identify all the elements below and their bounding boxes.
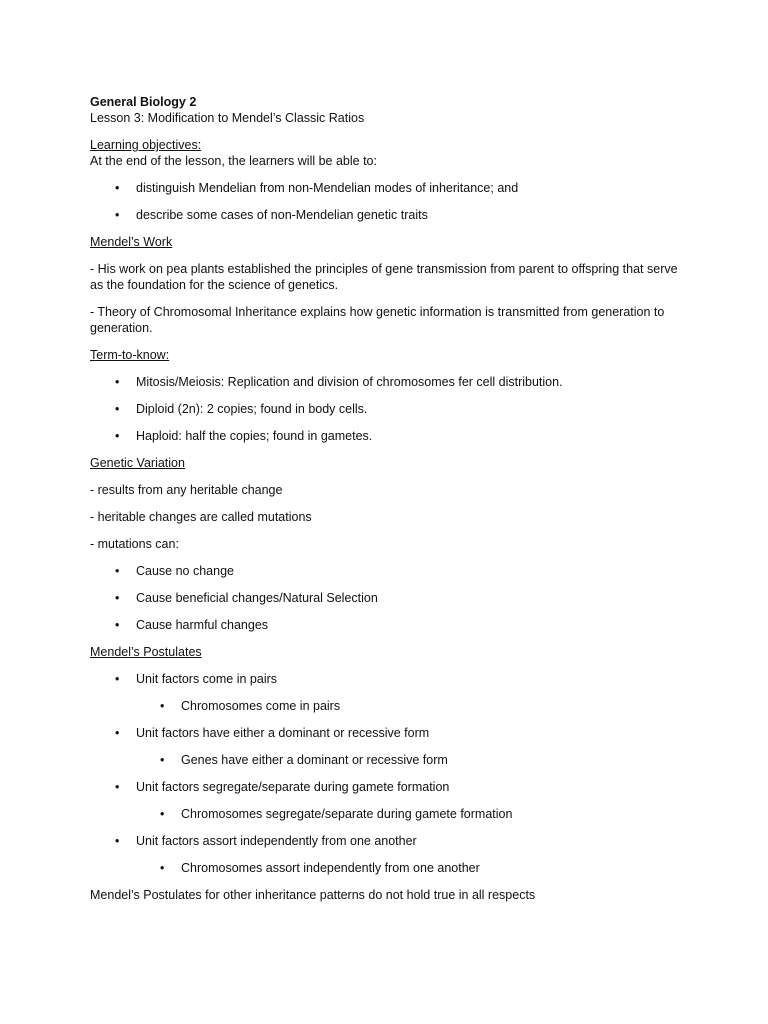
list-item: • Unit factors assort independently from one another: [115, 834, 417, 848]
document-title: General Biology 2: [90, 95, 197, 109]
bullet-icon: •: [160, 699, 165, 713]
bullet-icon: •: [115, 564, 120, 578]
paragraph: - heritable changes are called mutations: [90, 510, 312, 524]
lesson-title: Lesson 3: Modification to Mendel’s Classic Ratios: [90, 111, 365, 125]
bullet-icon: •: [115, 181, 120, 195]
postulates-list: [90, 671, 690, 876]
mutations-list: [90, 563, 690, 633]
bullet-icon: •: [115, 618, 120, 632]
bullet-icon: •: [160, 753, 165, 767]
bullet-icon: •: [160, 807, 165, 821]
sub-list-item: • Chromosomes come in pairs: [160, 699, 341, 713]
list-item: • Cause no change: [115, 564, 234, 578]
document-body: [90, 94, 690, 914]
closing-statement: Mendel’s Postulates for other inheritance patterns do not hold true in all respects: [90, 888, 536, 902]
sub-list-item: • Chromosomes assort independently from one another: [160, 861, 480, 875]
paragraph: - results from any heritable change: [90, 483, 283, 497]
list-item: • Mitosis/Meiosis: Replication and division of chromosomes fer cell distribution.: [115, 375, 563, 389]
list-item: • Haploid: half the copies; found in gametes.: [115, 429, 373, 443]
bullet-icon: •: [115, 780, 120, 794]
paragraph: - mutations can:: [90, 537, 179, 551]
bullet-icon: •: [160, 861, 165, 875]
bullet-icon: •: [115, 429, 120, 443]
objectives-list: [90, 180, 690, 223]
bullet-icon: •: [115, 726, 120, 740]
list-item: • Unit factors come in pairs: [115, 672, 278, 686]
mendels-work-heading: Mendel’s Work: [90, 235, 173, 249]
paragraph: - Theory of Chromosomal Inheritance explains how genetic information is transmitted from generation to generation.: [90, 305, 665, 335]
list-item: • Diploid (2n): 2 copies; found in body cells.: [115, 402, 368, 416]
list-item: • describe some cases of non-Mendelian genetic traits: [115, 208, 428, 222]
list-item: • Cause beneficial changes/Natural Selection: [115, 591, 378, 605]
bullet-icon: •: [115, 672, 120, 686]
list-item: • distinguish Mendelian from non-Mendelian modes of inheritance; and: [115, 181, 519, 195]
terms-heading: Term-to-know:: [90, 348, 170, 362]
bullet-icon: •: [115, 402, 120, 416]
list-item: • Unit factors have either a dominant or recessive form: [115, 726, 430, 740]
list-item: • Cause harmful changes: [115, 618, 269, 632]
postulates-heading: Mendel’s Postulates: [90, 645, 202, 659]
bullet-icon: •: [115, 591, 120, 605]
terms-list: [90, 374, 690, 444]
sub-list-item: • Genes have either a dominant or recessive form: [160, 753, 448, 767]
variation-heading: Genetic Variation: [90, 456, 185, 470]
sub-list-item: • Chromosomes segregate/separate during gamete formation: [160, 807, 513, 821]
paragraph: - His work on pea plants established the principles of gene transmission from parent to offspring that serve as the foundation for the science of genetics.: [90, 262, 678, 292]
bullet-icon: •: [115, 834, 120, 848]
objectives-intro: At the end of the lesson, the learners will be able to:: [90, 154, 377, 168]
list-item: • Unit factors segregate/separate during gamete formation: [115, 780, 450, 794]
bullet-icon: •: [115, 375, 120, 389]
objectives-heading: Learning objectives:: [90, 138, 202, 152]
bullet-icon: •: [115, 208, 120, 222]
